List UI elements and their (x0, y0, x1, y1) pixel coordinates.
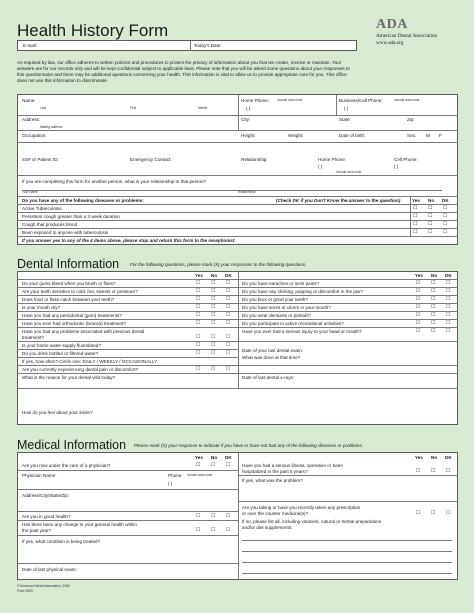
no-col: No (211, 455, 218, 460)
visit-reason-label: What is the reason for your dental visit today? (22, 375, 116, 380)
checkbox[interactable]: ☐ (196, 288, 201, 294)
checkbox[interactable]: ☐ (196, 280, 201, 286)
health-change-question: Has there been any change in your general health within (22, 522, 137, 527)
yes-col: Yes (415, 273, 423, 278)
checkbox[interactable]: ☐ (211, 350, 216, 356)
diet-supplements-label: and/or diet supplements: (242, 525, 293, 530)
medication-list-label: If so, please list all, including vitamins, natural or herbal preparations (242, 519, 382, 524)
what-done-label: What was done at that time? (242, 355, 301, 360)
checkbox[interactable]: ☐ (446, 468, 451, 474)
copyright: © American Dental Association, 2006 (17, 584, 70, 588)
checkbox[interactable]: ☐ (446, 510, 451, 516)
area-code-hint-3: Include area code (336, 170, 362, 174)
checkbox[interactable]: ☐ (446, 320, 451, 326)
privacy-text-2: answers are for our records only and will be kept confidential subject to applicable laws. Please note that you will be asked some questions about your responses to (17, 66, 350, 71)
checkbox[interactable]: ☐ (226, 296, 231, 302)
dental-info-panel (17, 271, 458, 425)
checkbox[interactable]: ☐ (431, 468, 436, 474)
checkbox[interactable]: ☐ (416, 296, 421, 302)
area-code-hint-2: Include area code (394, 98, 420, 102)
no-col: No (428, 198, 435, 203)
privacy-text-3: this questionnaire and there may be additional questions concerning your health. This information is vital to allow us to provide appropriate care for you. This office (17, 72, 347, 77)
dental-question: Is your mouth dry? (22, 305, 61, 310)
checkbox[interactable]: ☐ (428, 213, 433, 219)
disease-item: Active Tuberculosis (22, 206, 62, 211)
checkbox[interactable]: ☐ (431, 288, 436, 294)
medical-section-title: Medical Information (17, 438, 127, 452)
checkbox[interactable]: ☐ (428, 221, 433, 227)
checkbox[interactable]: ☐ (196, 513, 201, 519)
checkbox[interactable]: ☐ (431, 280, 436, 286)
emergency-home-phone-label: Home Phone: (318, 157, 347, 162)
dental-question: Do you have any clicking, popping or discomfort in the jaw? (242, 289, 363, 294)
no-col: No (431, 273, 438, 278)
yes-col: Yes (415, 455, 423, 460)
checkbox[interactable]: ☐ (431, 320, 436, 326)
checkbox[interactable]: ☐ (211, 462, 216, 468)
disease-item: Persistent cough greater than a 3 week duration (22, 214, 120, 219)
business-phone-field[interactable]: ( ) (344, 106, 349, 111)
checkbox[interactable]: ☐ (226, 304, 231, 310)
hospitalized-cont: hospitalized in the past 5 years? (242, 469, 308, 474)
dental-question: Do you have sores or ulcers in your mouth? (242, 305, 331, 310)
privacy-text-4: does not use this information to discriminate. (17, 78, 108, 83)
checkbox[interactable]: ☐ (211, 527, 216, 533)
checkbox[interactable]: ☐ (413, 221, 418, 227)
checkbox[interactable]: ☐ (226, 366, 231, 372)
home-phone-label: Home Phone: (241, 98, 270, 103)
checkbox[interactable]: ☐ (196, 527, 201, 533)
dk-col: DK (445, 455, 452, 460)
checkbox[interactable]: ☐ (443, 213, 448, 219)
state-label: State: (339, 117, 352, 122)
city-label: City: (241, 117, 251, 122)
checkbox[interactable]: ☐ (226, 288, 231, 294)
privacy-text-1: As required by law, our office adheres to written policies and procedures to protect the privacy of information about you that we create, receive or maintain. Your (17, 60, 342, 65)
checkbox[interactable]: ☐ (226, 320, 231, 326)
your-name-caption: Your Name (22, 190, 38, 194)
todays-date-label: Today's Date: (194, 43, 222, 48)
checkbox[interactable]: ☐ (446, 328, 451, 334)
checkbox[interactable]: ☐ (416, 468, 421, 474)
no-col: No (211, 273, 218, 278)
checkbox[interactable]: ☐ (196, 304, 201, 310)
checkbox[interactable]: ☐ (443, 229, 448, 235)
checkbox[interactable]: ☐ (211, 280, 216, 286)
checkbox[interactable]: ☐ (431, 510, 436, 516)
medications-question: Are you taking or have you recently taken any prescription (242, 505, 361, 510)
home-phone-field[interactable]: ( ) (246, 106, 251, 111)
sex-m-option[interactable]: M (426, 133, 430, 138)
disease-item: Been exposed to anyone with tuberculosis (22, 230, 109, 235)
checkbox[interactable]: ☐ (226, 527, 231, 533)
business-phone-label: Business/Cell Phone: (339, 98, 383, 103)
org-url: www.ada.org (376, 40, 404, 46)
checkbox[interactable]: ☐ (211, 304, 216, 310)
checkbox[interactable]: ☐ (431, 312, 436, 318)
emergency-cell-phone-field[interactable]: ( ) (394, 164, 399, 169)
dental-question: Do your gums bleed when you brush or floss? (22, 281, 116, 286)
other-person-question: If you are completing this form for another person, what is your relationship to that person? (22, 179, 207, 184)
serious-illness-question: Have you had a serious illness, operation or been (242, 463, 343, 468)
checkbox[interactable]: ☐ (196, 366, 201, 372)
checkbox[interactable]: ☐ (431, 296, 436, 302)
condition-label: If yes, what condition is being treated? (22, 539, 101, 544)
checkbox[interactable]: ☐ (431, 304, 436, 310)
dental-question: Do you drink bottled or filtered water? (22, 351, 99, 356)
physician-phone-field[interactable]: ( ) (168, 481, 173, 486)
emergency-contact-label: Emergency Contact: (130, 157, 172, 162)
last-dental-exam-label: Date of your last dental exam: (242, 348, 304, 353)
page-title: Health History Form (17, 21, 169, 40)
checkbox[interactable]: ☐ (211, 320, 216, 326)
dob-label: Date of birth: (339, 133, 366, 138)
checkbox[interactable]: ☐ (211, 296, 216, 302)
health-change-cont: the past year? (22, 528, 52, 533)
checkbox[interactable]: ☐ (416, 288, 421, 294)
checkbox[interactable]: ☐ (196, 312, 201, 318)
checkbox[interactable]: ☐ (443, 221, 448, 227)
checkbox[interactable]: ☐ (416, 510, 421, 516)
checkbox[interactable]: ☐ (196, 334, 201, 340)
checkbox[interactable]: ☐ (428, 205, 433, 211)
dk-col: DK (445, 273, 452, 278)
yes-col: Yes (412, 198, 420, 203)
form-number: Form S500 (17, 589, 33, 593)
sex-f-option[interactable]: F (439, 133, 442, 138)
checkbox[interactable]: ☐ (416, 280, 421, 286)
checkbox[interactable]: ☐ (196, 462, 201, 468)
checkbox[interactable]: ☐ (211, 366, 216, 372)
dk-col: DK (225, 273, 232, 278)
physician-care-question: Are you now under the care of a physician? (22, 463, 111, 468)
zip-label: Zip: (407, 117, 415, 122)
physician-address-label: Address/City/State/Zip: (22, 493, 69, 498)
email-field[interactable] (48, 42, 188, 50)
occupation-label: Occupation: (22, 133, 47, 138)
area-code-hint: Include area code (277, 98, 303, 102)
dental-section-title: Dental Information (17, 257, 120, 271)
dental-question: Is your home water supply fluoridated? (22, 343, 101, 348)
dental-question: Are your teeth sensitive to cold, hot, sweets or pressure? (22, 289, 138, 294)
last-physical-label: Date of last physical exam: (22, 567, 77, 572)
patient-info-panel (17, 94, 458, 245)
checkbox[interactable]: ☐ (196, 320, 201, 326)
checkbox[interactable]: ☐ (416, 328, 421, 334)
dk-col: DK (225, 455, 232, 460)
checkbox[interactable]: ☐ (446, 280, 451, 286)
checkbox[interactable]: ☐ (413, 213, 418, 219)
dental-question: Are you currently experiencing dental pain or discomfort? (22, 367, 139, 372)
dk-col: DK (442, 198, 449, 203)
emergency-home-phone-field[interactable]: ( ) (318, 164, 323, 169)
no-col: No (431, 455, 438, 460)
org-name: American Dental Association (376, 33, 438, 39)
checkbox[interactable]: ☐ (416, 312, 421, 318)
good-health-question: Are you in good health? (22, 514, 71, 519)
dental-question-cont: treatment? (22, 335, 44, 340)
checkbox[interactable]: ☐ (226, 513, 231, 519)
checkbox[interactable]: ☐ (443, 205, 448, 211)
ada-logo: ADA (376, 17, 408, 32)
checkbox[interactable]: ☐ (226, 334, 231, 340)
dental-question: Do you brux or grind your teeth? (242, 297, 308, 302)
weight-label: Weight: (288, 133, 304, 138)
medical-section-subtitle: Please mark (X) your response to indicate if you have or have not had any of the following diseases or problems. (134, 443, 364, 448)
yes-col: Yes (195, 273, 203, 278)
dental-question: Have you had any periodontal (gum) treatments? (22, 313, 122, 318)
physician-name-label: Physician Name: (22, 473, 57, 478)
checkbox[interactable]: ☐ (446, 296, 451, 302)
checkbox[interactable]: ☐ (196, 342, 201, 348)
checkbox[interactable]: ☐ (226, 462, 231, 468)
height-label: Height: (241, 133, 256, 138)
checkbox[interactable]: ☐ (416, 304, 421, 310)
checkbox[interactable]: ☐ (226, 312, 231, 318)
last-name-caption: Last (40, 106, 47, 110)
name-field[interactable] (42, 97, 238, 105)
water-frequency: If yes, how often? Circle one: DAILY / WEEKLY / OCCASIONALLY (22, 359, 158, 364)
yes-col: Yes (195, 455, 203, 460)
checkbox[interactable]: ☐ (211, 513, 216, 519)
tb-warning: If you answer yes to any of the 4 items above, please stop and return this form to the receptionist. (22, 238, 236, 243)
checkbox[interactable]: ☐ (416, 320, 421, 326)
dental-question: Do you wear dentures or partials? (242, 313, 311, 318)
checkbox[interactable]: ☐ (211, 312, 216, 318)
dental-question: Have you ever had a serious injury to your head or mouth? (242, 329, 362, 334)
dental-question: Have you ever had orthodontic (braces) treatment? (22, 321, 126, 326)
address-field[interactable] (48, 116, 238, 124)
email-label: E-mail: (23, 43, 38, 48)
checkbox[interactable]: ☐ (446, 304, 451, 310)
name-label: Name: (22, 98, 36, 103)
address-label: Address: (22, 117, 41, 122)
checkbox[interactable]: ☐ (226, 350, 231, 356)
medical-info-panel (17, 452, 458, 580)
checkbox[interactable]: ☐ (211, 342, 216, 348)
dental-section-subtitle: For the following questions, please mark (X) your responses to the following questions. (130, 262, 307, 267)
relationship-label: Relationship: (241, 157, 268, 162)
emergency-cell-phone-label: Cell Phone: (394, 157, 418, 162)
mailing-address-caption: Mailing address (40, 125, 63, 129)
middle-name-caption: Middle (198, 106, 208, 110)
checkbox[interactable]: ☐ (413, 205, 418, 211)
diseases-header: Do you have any of the following diseases or problems: (22, 198, 144, 203)
checkbox[interactable]: ☐ (446, 312, 451, 318)
first-name-caption: First (130, 106, 137, 110)
relationship-caption: Relationship (238, 190, 256, 194)
checkbox[interactable]: ☐ (226, 280, 231, 286)
last-xray-label: Date of last dental x-rays: (242, 375, 295, 380)
otc-cont: or over the counter medicine(s)? (242, 511, 309, 516)
disease-item: Cough that produces blood (22, 222, 78, 227)
todays-date-field[interactable] (233, 42, 353, 50)
dental-question: Do you participate in active recreational activities? (242, 321, 344, 326)
dental-question: Does food or floss catch between your teeth? (22, 297, 115, 302)
checkbox[interactable]: ☐ (211, 288, 216, 294)
checkbox[interactable]: ☐ (431, 328, 436, 334)
problem-label: If yes, what was the problem? (242, 478, 303, 483)
sex-label: Sex: (407, 133, 417, 138)
ssn-label: SS# or Patient ID: (22, 157, 59, 162)
smile-question: How do you feel about your smile? (22, 410, 93, 415)
checkbox[interactable]: ☐ (211, 334, 216, 340)
checkbox[interactable]: ☐ (446, 288, 451, 294)
checkbox[interactable]: ☐ (196, 296, 201, 302)
checkbox[interactable]: ☐ (428, 229, 433, 235)
dental-question: Do you have earaches or neck pains? (242, 281, 320, 286)
dental-question: Have you had any problems associated with previous dental (22, 329, 145, 334)
email-date-panel (17, 40, 357, 51)
physician-phone-label: Phone: (168, 473, 183, 478)
dk-note: (Check DK if you Don't Know the answer to the question) (276, 198, 401, 203)
area-code-hint: include area code (187, 473, 213, 477)
checkbox[interactable]: ☐ (413, 229, 418, 235)
checkbox[interactable]: ☐ (196, 350, 201, 356)
checkbox[interactable]: ☐ (226, 342, 231, 348)
